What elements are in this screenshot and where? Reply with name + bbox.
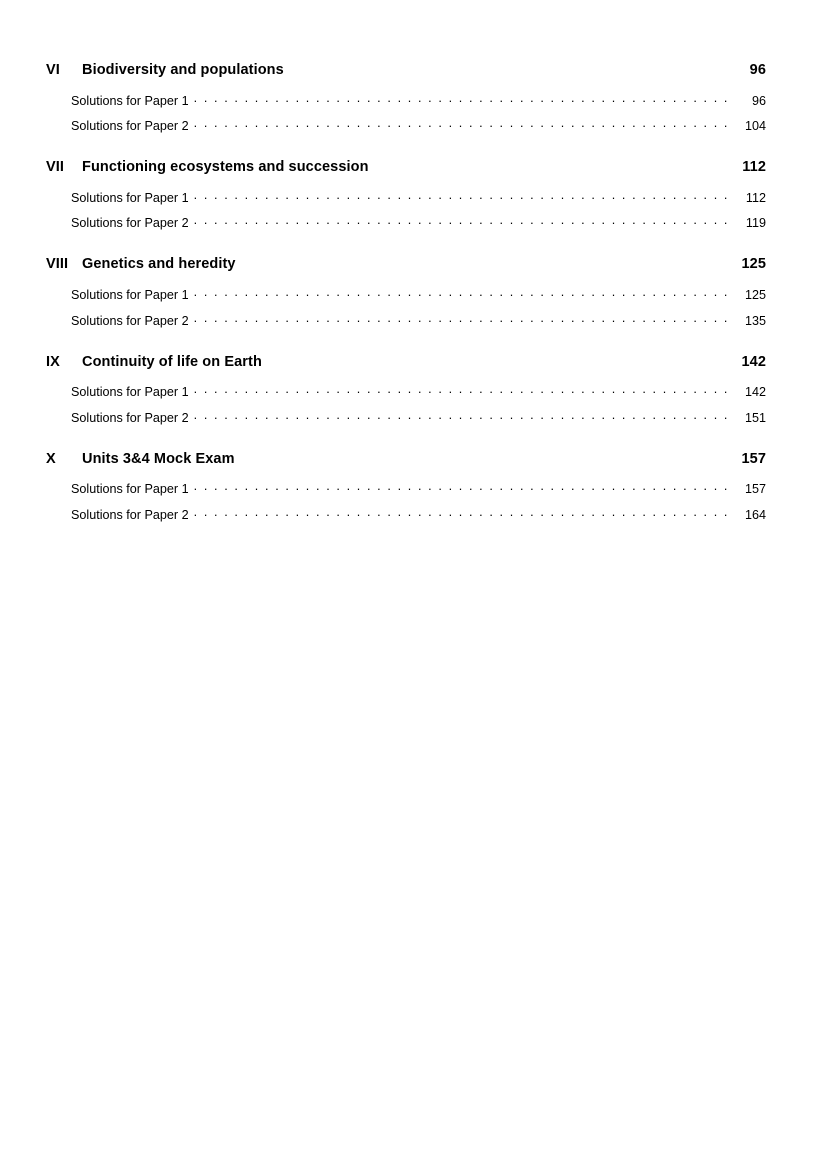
sub-entry-label: Solutions for Paper 1: [71, 482, 189, 497]
toc-sub-entry[interactable]: [71, 118, 766, 134]
sub-entry-label: Solutions for Paper 2: [71, 507, 189, 522]
toc-sub-entry[interactable]: [71, 481, 766, 497]
dot-leader: [194, 409, 735, 422]
sub-entry-label: Solutions for Paper 1: [71, 287, 189, 302]
chapter-title: Units 3&4 Mock Exam: [82, 450, 235, 467]
toc-chapter-entry[interactable]: [46, 256, 766, 272]
sub-entry-page-number: 96: [751, 93, 766, 108]
toc-chapter-entry[interactable]: [46, 62, 766, 78]
sub-entry-page-number: 112: [745, 190, 766, 205]
toc-chapter-block: [46, 159, 766, 230]
toc-sub-entry[interactable]: [71, 384, 766, 400]
sub-entry-page-number: 135: [744, 313, 766, 328]
chapter-page-number: 96: [749, 62, 766, 78]
chapter-page-number: 125: [741, 256, 766, 273]
sub-entry-page-number: 164: [744, 507, 766, 522]
chapter-title: Continuity of life on Earth: [82, 353, 262, 370]
toc-sub-entry[interactable]: [71, 506, 766, 522]
dot-leader: [194, 92, 735, 105]
sub-entry-label: Solutions for Paper 2: [71, 216, 189, 231]
table-of-contents: [46, 62, 766, 548]
toc-sub-entry[interactable]: [71, 312, 766, 328]
sub-entry-label: Solutions for Paper 1: [71, 190, 189, 205]
sub-entry-page-number: 104: [744, 119, 766, 134]
chapter-numeral: VII: [46, 159, 65, 176]
toc-sub-entry[interactable]: [71, 92, 766, 108]
chapter-numeral: VIII: [46, 256, 69, 273]
chapter-title: Biodiversity and populations: [82, 62, 284, 78]
chapter-numeral: IX: [46, 353, 60, 370]
sub-entry-page-number: 151: [744, 410, 766, 425]
sub-entry-label: Solutions for Paper 2: [71, 410, 189, 425]
sub-entry-page-number: 119: [745, 216, 766, 231]
toc-chapter-entry[interactable]: [46, 159, 766, 175]
dot-leader: [194, 215, 735, 228]
chapter-title: Genetics and heredity: [82, 256, 236, 273]
dot-leader: [194, 312, 735, 325]
sub-entry-label: Solutions for Paper 2: [71, 313, 189, 328]
chapter-numeral: VI: [46, 62, 60, 78]
toc-sub-entry[interactable]: [71, 215, 766, 231]
chapter-page-number: 112: [742, 159, 766, 176]
sub-entry-page-number: 142: [744, 385, 766, 400]
dot-leader: [194, 384, 735, 397]
chapter-numeral: X: [46, 450, 56, 467]
sub-entry-label: Solutions for Paper 2: [71, 119, 189, 134]
toc-sub-entry[interactable]: [71, 286, 766, 302]
toc-sub-entry[interactable]: [71, 409, 766, 425]
chapter-title: Functioning ecosystems and succession: [82, 159, 369, 176]
toc-chapter-block: [46, 62, 766, 133]
toc-chapter-block: [46, 451, 766, 522]
dot-leader: [194, 118, 735, 131]
toc-chapter-entry[interactable]: [46, 451, 766, 467]
toc-chapter-block: [46, 354, 766, 425]
toc-chapter-entry[interactable]: [46, 354, 766, 370]
dot-leader: [194, 189, 735, 202]
sub-entry-page-number: 125: [744, 287, 766, 302]
sub-entry-label: Solutions for Paper 1: [71, 385, 189, 400]
sub-entry-label: Solutions for Paper 1: [71, 93, 189, 108]
sub-entry-page-number: 157: [744, 482, 766, 497]
dot-leader: [194, 481, 735, 494]
dot-leader: [194, 286, 735, 299]
toc-sub-entry[interactable]: [71, 189, 766, 205]
toc-chapter-block: [46, 256, 766, 327]
dot-leader: [194, 506, 735, 519]
chapter-page-number: 157: [741, 450, 766, 467]
chapter-page-number: 142: [741, 353, 766, 370]
